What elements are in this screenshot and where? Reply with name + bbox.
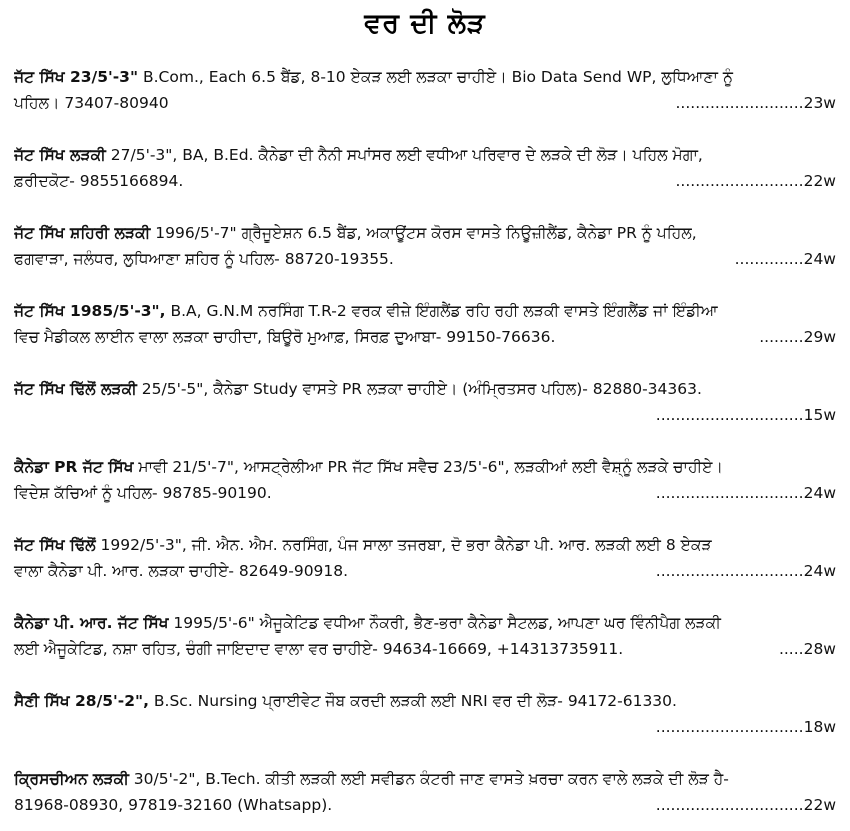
listing-text: 30/5'-2", B.Tech. ਕੀਤੀ ਲੜਕੀ ਲਈ ਸਵੀਡਨ ਕੰਟਰੀ ਜਾਣ ਵਾਸਤੇ ਖ਼ਰਚਾ ਕਰਨ ਵਾਲੇ ਲੜਕੇ ਦੀ ਲੋੜ ਹੈ- [133,770,729,788]
listing-text: 1992/5'-3", ਜੀ. ਐਨ. ਐਮ. ਨਰਸਿੰਗ, ਪੰਜ ਸਾਲਾ ਤਜਰਬਾ, ਦੋ ਭਰਾ ਕੈਨੇਡਾ ਪੀ. ਆਰ. ਲੜਕੀ ਲਈ 8 ਏਕੜ [100,536,712,554]
listing-item [14,64,836,116]
listing-head: ਜੱਟ ਸਿੱਖ 23/5'-3" [14,68,139,86]
listing-line-1 [14,610,836,636]
listing-head: ਸੈਣੀ ਸਿੱਖ 28/5'-2", [14,692,149,710]
listing-head: ਜੱਟ ਸਿੱਖ 1985/5'-3", [14,302,166,320]
listing-contact: ਫ਼ਰੀਦਕੋਟ- 9855166894. [14,172,184,190]
listing-line-1 [14,532,836,558]
listing-text: ਮਾਵੀ 21/5'-7", ਆਸਟ੍ਰੇਲੀਆ PR ਜੱਟ ਸਿੱਖ ਸਵੈਚ 23/5'-6", ਲੜਕੀਆਂ ਲਈ ਵੈਸ਼੍ਨੂੰ ਲੜਕੇ ਚਾਹੀਏ। [138,458,723,476]
listing-line-2 [14,480,836,506]
listing-line-2 [14,636,836,662]
listing-line-2 [14,246,836,272]
listing-ref: ..............24w [734,250,836,268]
listing-item [14,610,836,662]
listing-item [14,532,836,584]
listing-text: B.Sc. Nursing ਪ੍ਰਾਈਵੇਟ ਜੌਬ ਕਰਦੀ ਲੜਕੀ ਲਈ NRI ਵਰ ਦੀ ਲੋੜ- 94172-61330. [153,692,677,710]
listing-item [14,766,836,818]
listing-line-2 [14,558,836,584]
listing-line-1 [14,220,836,246]
listing-text: 27/5'-3", BA, B.Ed. ਕੈਨੇਡਾ ਦੀ ਨੈਨੀ ਸਪਾਂਸਰ ਲਈ ਵਧੀਆ ਪਰਿਵਾਰ ਦੇ ਲੜਕੇ ਦੀ ਲੋੜ। ਪਹਿਲ ਮੋਗਾ, [110,146,703,164]
listing-head: ਜੱਟ ਸਿੱਖ ਸ਼ਹਿਰੀ ਲੜਕੀ [14,224,151,242]
listing-text: B.A, G.N.M ਨਰਸਿੰਗ T.R-2 ਵਰਕ ਵੀਜ਼ੇ ਇੰਗਲੈਂਡ ਰਹਿ ਰਹੀ ਲੜਕੀ ਵਾਸਤੇ ਇੰਗਲੈਂਡ ਜਾਂ ਇੰਡੀਆ [170,302,718,320]
listing-line-1 [14,64,836,90]
listing-ref: .....28w [778,640,836,658]
listing-contact: ਪਹਿਲ। 73407-80940 [14,94,169,112]
listing-item [14,688,836,740]
listing-head: ਕੈਨੇਡਾ PR ਜੱਟ ਸਿੱਖ [14,458,134,476]
listing-ref: ..............................24w [655,484,836,502]
listing-contact: ਵਿਚ ਮੈਡੀਕਲ ਲਾਈਨ ਵਾਲਾ ਲੜਕਾ ਚਾਹੀਦਾ, ਬਿਊਰੋ ਮੁਆਫ਼, ਸਿਰਫ਼ ਦੁਆਬਾ- 99150-76636. [14,328,556,346]
listing-item [14,220,836,272]
listing-contact: ਵਿਦੇਸ਼ ਕੱਚਿਆਂ ਨੂੰ ਪਹਿਲ- 98785-90190. [14,484,272,502]
listing-ref: ..............................15w [655,406,836,424]
listing-line-1 [14,142,836,168]
listing-head: ਜੱਟ ਸਿੱਖ ਢਿੱਲੋਂ ਲੜਕੀ [14,380,137,398]
listing-line-1 [14,298,836,324]
listing-item [14,142,836,194]
listing-line-1 [14,376,836,402]
listing-line-2 [14,90,836,116]
listing-text: B.Com., Each 6.5 ਬੈਂਡ, 8-10 ਏਕੜ ਲਈ ਲੜਕਾ ਚਾਹੀਏ। Bio Data Send WP, ਲੁਧਿਆਣਾ ਨੂੰ [142,68,733,86]
listing-contact: 81968-08930, 97819-32160 (Whatsapp). [14,796,333,814]
listing-line-1 [14,454,836,480]
listing-head: ਜੱਟ ਸਿੱਖ ਢਿੱਲੋਂ [14,536,96,554]
listing-ref: .........29w [759,328,836,346]
listing-item [14,298,836,350]
listing-line-2 [14,714,836,740]
listing-item [14,376,836,428]
listing-text: 25/5'-5", ਕੈਨੇਡਾ Study ਵਾਸਤੇ PR ਲੜਕਾ ਚਾਹੀਏ। (ਅੰਮ੍ਰਿਤਸਰ ਪਹਿਲ)- 82880-34363. [141,380,702,398]
listing-contact: ਫਗਵਾੜਾ, ਜਲੰਧਰ, ਲੁਧਿਆਣਾ ਸ਼ਹਿਰ ਨੂੰ ਪਹਿਲ- 88720-19355. [14,250,394,268]
listing-line-1 [14,766,836,792]
listing-line-2 [14,324,836,350]
listing-ref: ..............................22w [655,796,836,814]
page-title: ਵਰ ਦੀ ਲੋੜ [364,8,486,39]
listing-line-1 [14,688,836,714]
listing-text: 1996/5'-7" ਗ੍ਰੈਜੂਏਸ਼ਨ 6.5 ਬੈਂਡ, ਅਕਾਊਂਟਸ ਕੋਰਸ ਵਾਸਤੇ ਨਿਊਜ਼ੀਲੈਂਡ, ਕੈਨੇਡਾ PR ਨੂੰ ਪਹਿਲ, [155,224,697,242]
listing-line-2 [14,792,836,818]
listing-contact: ਵਾਲਾ ਕੈਨੇਡਾ ਪੀ. ਆਰ. ਲੜਕਾ ਚਾਹੀਏ- 82649-90918. [14,562,349,580]
listing-item [14,454,836,506]
listing-ref: ..............................18w [655,718,836,736]
listing-text: 1995/5'-6" ਐਜੂਕੇਟਿਡ ਵਧੀਆ ਨੌਕਰੀ, ਭੈਣ-ਭਰਾ ਕੈਨੇਡਾ ਸੈਟਲਡ, ਆਪਣਾ ਘਰ ਵਿੰਨੀਪੈਗ ਲੜਕੀ [173,614,721,632]
listing-head: ਜੱਟ ਸਿੱਖ ਲੜਕੀ [14,146,106,164]
listing-contact: ਲਈ ਐਜੂਕੇਟਿਡ, ਨਸ਼ਾ ਰਹਿਤ, ਚੰਗੀ ਜਾਇਦਾਦ ਵਾਲਾ ਵਰ ਚਾਹੀਏ- 94634-16669, +14313735911. [14,640,624,658]
listing-head: ਕੈਨੇਡਾ ਪੀ. ਆਰ. ਜੱਟ ਸਿੱਖ [14,614,169,632]
listing-line-2 [14,168,836,194]
listing-ref: ..........................22w [675,172,836,190]
listing-ref: ..........................23w [675,94,836,112]
listing-ref: ..............................24w [655,562,836,580]
listing-line-2 [14,402,836,428]
listing-head: ਕ੍ਰਿਸਚੀਅਨ ਲੜਕੀ [14,770,129,788]
